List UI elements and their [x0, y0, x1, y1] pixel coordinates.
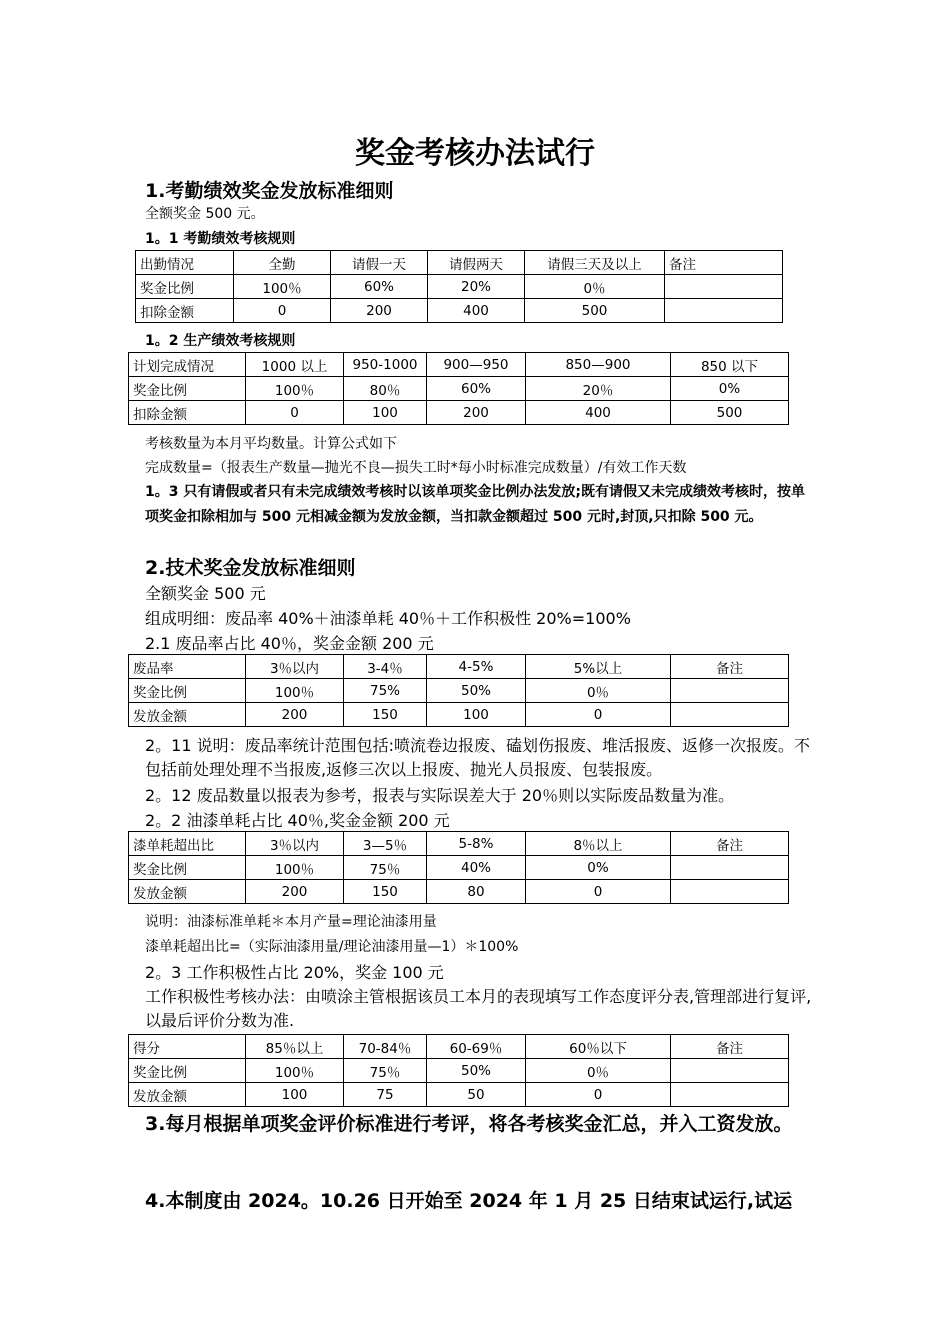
table-cell: 950-1000 — [344, 353, 427, 377]
table-cell: 0% — [671, 377, 789, 401]
table-cell: 备注 — [671, 1035, 789, 1059]
rule-2-1-heading: 2.1 废品率占比 40％，奖金金额 200 元 — [145, 634, 434, 653]
table-cell: 100 — [427, 703, 526, 727]
table-cell: 0% — [526, 856, 671, 880]
section-2-full-bonus: 全额奖金 500 元 — [145, 584, 266, 603]
table-cell: 0 — [246, 401, 344, 425]
table-cell: 50% — [427, 1059, 526, 1083]
table-cell: 3-4％ — [344, 655, 427, 679]
table-cell: 0 — [234, 299, 331, 323]
row-label-cell: 发放金额 — [129, 703, 246, 727]
row-label-cell: 发放金额 — [129, 880, 246, 904]
table-cell: 900—950 — [427, 353, 526, 377]
scrap-rate-table — [128, 654, 789, 727]
row-label-cell: 扣除金额 — [136, 299, 234, 323]
table-row — [129, 679, 789, 703]
attendance-table — [135, 250, 783, 323]
row-label-cell: 奖金比例 — [129, 377, 246, 401]
table-row — [136, 251, 783, 275]
calc-note: 考核数量为本月平均数量。计算公式如下 — [145, 436, 397, 452]
row-label-cell: 漆单耗超出比 — [129, 832, 246, 856]
paint-note: 说明：油漆标准单耗＊本月产量=理论油漆用量 — [145, 914, 437, 930]
table-cell: 150 — [344, 880, 427, 904]
paint-formula: 漆单耗超出比=（实际油漆用量/理论油漆用量—1）＊100% — [145, 939, 519, 955]
table-cell: 850—900 — [526, 353, 671, 377]
table-cell: 50% — [427, 679, 526, 703]
table-cell: 0％ — [525, 275, 665, 299]
table-cell: 8％以上 — [526, 832, 671, 856]
table-cell: 备注 — [665, 251, 783, 275]
paint-consumption-table — [128, 831, 789, 904]
table-cell: 75 — [344, 1083, 427, 1107]
row-label-cell: 得分 — [129, 1035, 246, 1059]
table-cell: 100％ — [246, 377, 344, 401]
table-cell: 3％以内 — [246, 832, 344, 856]
table-cell: 请假三天及以上 — [525, 251, 665, 275]
composition: 组成明细：废品率 40%＋油漆单耗 40％＋工作积极性 20%=100% — [145, 609, 631, 628]
table-cell: 500 — [671, 401, 789, 425]
table-cell — [665, 299, 783, 323]
row-label-cell: 计划完成情况 — [129, 353, 246, 377]
table-cell: 100 — [246, 1083, 344, 1107]
table-cell: 0％ — [526, 1059, 671, 1083]
row-label-cell: 扣除金额 — [129, 401, 246, 425]
table-cell: 100％ — [246, 856, 344, 880]
table-cell: 200 — [246, 703, 344, 727]
rule-1-2-heading: 1。2 生产绩效考核规则 — [145, 333, 296, 349]
note-2-11: 2。11 说明：废品率统计范围包括:喷流卷边报废、磕划伤报废、堆活报废、返修一次报废。不包括前处理处理不当报废,返修三次以上报废、抛光人员报废、包装报废。 — [145, 736, 811, 779]
section-2-heading: 2.技术奖金发放标准细则 — [145, 557, 356, 579]
table-cell: 20% — [428, 275, 525, 299]
section-1-heading: 1.考勤绩效奖金发放标准细则 — [145, 180, 394, 202]
table-cell — [671, 679, 789, 703]
table-cell: 0 — [526, 703, 671, 727]
section-3: 3.每月根据单项奖金评价标准进行考评，将各考核奖金汇总，并入工资发放。 — [145, 1113, 793, 1135]
table-cell: 80 — [427, 880, 526, 904]
table-cell: 0 — [526, 1083, 671, 1107]
table-row — [129, 353, 789, 377]
table-cell: 60% — [331, 275, 428, 299]
table-cell: 400 — [428, 299, 525, 323]
table-row — [129, 655, 789, 679]
table-cell: 70-84％ — [344, 1035, 427, 1059]
table-cell — [671, 703, 789, 727]
table-cell: 75％ — [344, 856, 427, 880]
table-cell: 85％以上 — [246, 1035, 344, 1059]
table-cell: 备注 — [671, 832, 789, 856]
rule-1-3: 1。3 只有请假或者只有未完成绩效考核时以该单项奖金比例办法发放;既有请假又未完成绩效考核时，按单项奖金扣除相加与 500 元相减金额为发放金额，当扣款金额超过 500 元时,封顶,只扣除 500 元。 — [145, 484, 805, 525]
row-label-cell: 出勤情况 — [136, 251, 234, 275]
section-1-full-bonus: 全额奖金 500 元。 — [145, 206, 265, 222]
table-cell: 60-69％ — [427, 1035, 526, 1059]
table-row — [136, 299, 783, 323]
table-cell: 请假两天 — [428, 251, 525, 275]
table-cell — [671, 1083, 789, 1107]
production-table — [128, 352, 789, 425]
table-cell: 3—5％ — [344, 832, 427, 856]
table-cell: 0 — [526, 880, 671, 904]
section-4: 4.本制度由 2024。10.26 日开始至 2024 年 1 月 25 日结束试运行,试运 — [145, 1190, 793, 1212]
table-cell — [665, 275, 783, 299]
table-cell — [671, 856, 789, 880]
table-cell: 3％以内 — [246, 655, 344, 679]
table-row — [129, 377, 789, 401]
work-attitude-table — [128, 1034, 789, 1107]
table-cell: 5%以上 — [526, 655, 671, 679]
table-cell: 100 — [344, 401, 427, 425]
table-row — [129, 1083, 789, 1107]
table-cell: 20％ — [526, 377, 671, 401]
table-cell: 备注 — [671, 655, 789, 679]
calc-formula: 完成数量=（报表生产数量—抛光不良—损失工时*每小时标准完成数量）/有效工作天数 — [145, 460, 687, 476]
table-row — [129, 401, 789, 425]
table-cell: 500 — [525, 299, 665, 323]
rule-1-1-heading: 1。1 考勤绩效考核规则 — [145, 231, 296, 247]
table-cell: 全勤 — [234, 251, 331, 275]
table-row — [129, 880, 789, 904]
table-cell: 5-8% — [427, 832, 526, 856]
table-cell: 请假一天 — [331, 251, 428, 275]
table-cell: 75% — [344, 679, 427, 703]
table-cell: 0％ — [526, 679, 671, 703]
table-cell: 1000 以上 — [246, 353, 344, 377]
table-row — [129, 703, 789, 727]
table-cell: 80％ — [344, 377, 427, 401]
rule-2-2-heading: 2。2 油漆单耗占比 40％,奖金金额 200 元 — [145, 811, 450, 830]
row-label-cell: 奖金比例 — [129, 1059, 246, 1083]
table-cell: 200 — [331, 299, 428, 323]
row-label-cell: 废品率 — [129, 655, 246, 679]
table-cell: 850 以下 — [671, 353, 789, 377]
note-2-3: 工作积极性考核办法：由喷涂主管根据该员工本月的表现填写工作态度评分表,管理部进行复评,以最后评价分数为准. — [145, 987, 812, 1030]
rule-2-3-heading: 2。3 工作积极性占比 20%，奖金 100 元 — [145, 963, 444, 982]
table-cell: 150 — [344, 703, 427, 727]
table-cell: 75％ — [344, 1059, 427, 1083]
table-cell: 40% — [427, 856, 526, 880]
table-cell: 100％ — [246, 1059, 344, 1083]
table-cell: 200 — [427, 401, 526, 425]
table-cell: 100％ — [246, 679, 344, 703]
note-2-12: 2。12 废品数量以报表为参考，报表与实际误差大于 20％则以实际废品数量为准。 — [145, 786, 735, 805]
row-label-cell: 奖金比例 — [129, 856, 246, 880]
table-row — [129, 1059, 789, 1083]
table-row — [129, 832, 789, 856]
table-row — [129, 856, 789, 880]
row-label-cell: 奖金比例 — [129, 679, 246, 703]
table-cell: 4-5% — [427, 655, 526, 679]
table-row — [129, 1035, 789, 1059]
table-row — [136, 275, 783, 299]
table-cell: 50 — [427, 1083, 526, 1107]
table-cell: 60％以下 — [526, 1035, 671, 1059]
row-label-cell: 奖金比例 — [136, 275, 234, 299]
document-title: 奖金考核办法试行 — [355, 136, 595, 171]
table-cell — [671, 880, 789, 904]
table-cell: 400 — [526, 401, 671, 425]
table-cell: 200 — [246, 880, 344, 904]
table-cell: 60% — [427, 377, 526, 401]
table-cell — [671, 1059, 789, 1083]
row-label-cell: 发放金额 — [129, 1083, 246, 1107]
table-cell: 100％ — [234, 275, 331, 299]
